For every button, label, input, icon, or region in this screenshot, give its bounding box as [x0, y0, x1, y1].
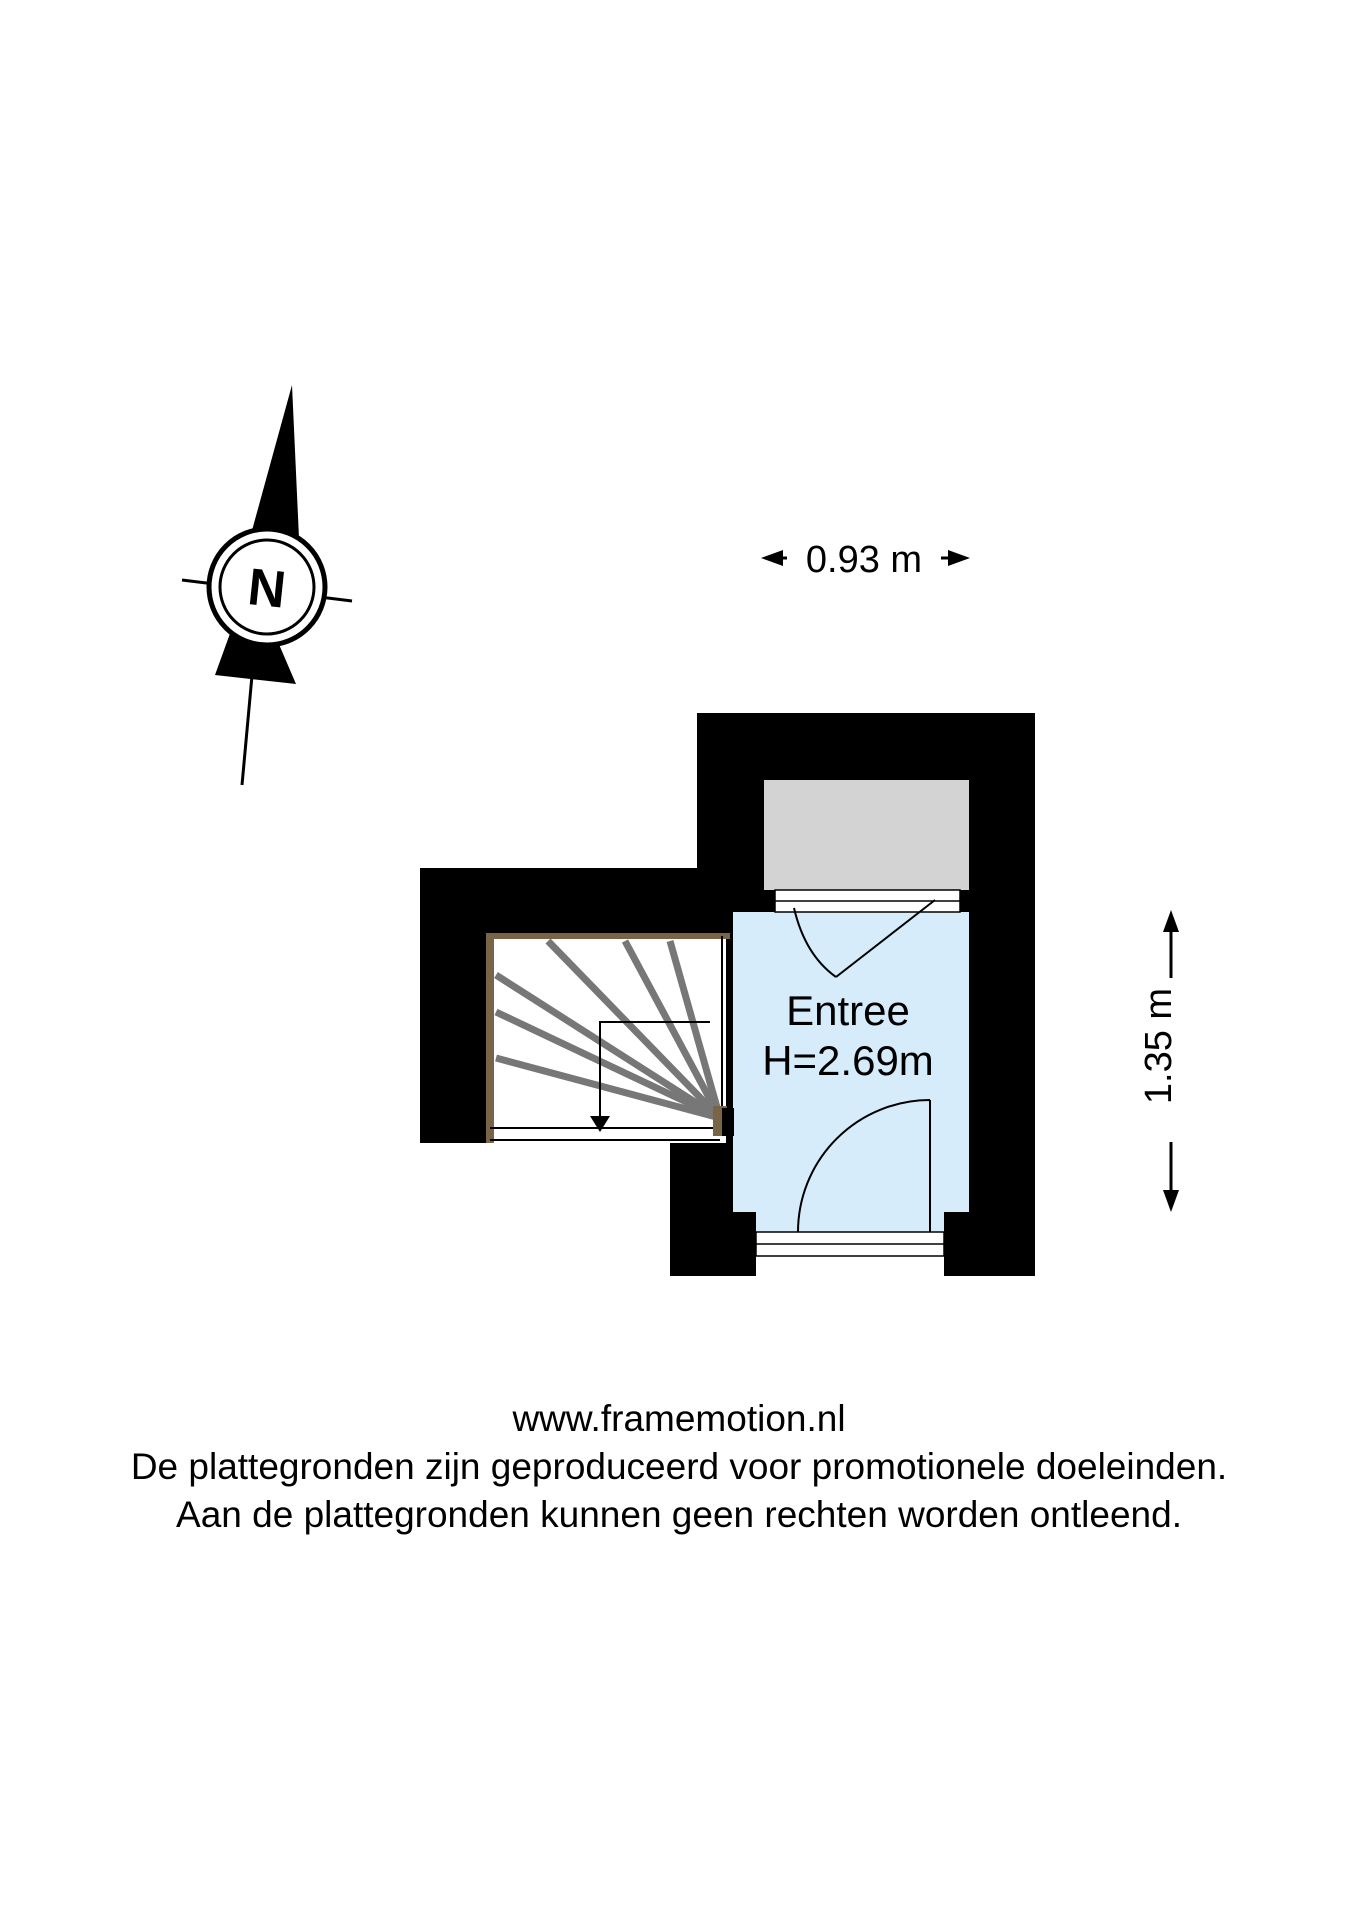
room-name: Entree — [786, 987, 910, 1034]
staircase — [487, 933, 734, 1143]
height-dimension-label: 1.35 m — [1138, 987, 1180, 1105]
footer — [0, 1395, 1358, 1539]
cabinet — [764, 780, 969, 890]
compass-letter: N — [245, 558, 289, 620]
footer-disclaimer-line1: De plattegronden zijn geproduceerd voor promotionele doeleinden. — [130, 1446, 1228, 1487]
footer-disclaimer-line2: Aan de plattegronden kunnen geen rechten worden ontleend. — [176, 1494, 1182, 1535]
width-dimension — [761, 539, 970, 581]
width-dimension-label: 0.93 m — [805, 539, 923, 581]
arrow-right-icon — [948, 550, 970, 566]
stair-newel-cap — [722, 1108, 734, 1136]
arrow-up-icon — [1163, 910, 1179, 932]
footer-url: www.framemotion.nl — [512, 1398, 846, 1439]
arrow-down-icon — [1163, 1190, 1179, 1212]
height-dimension — [1138, 910, 1180, 1212]
entree-room-lower — [756, 1198, 944, 1232]
arrow-left-icon — [761, 550, 783, 566]
room-height: H=2.69m — [762, 1037, 934, 1084]
compass — [182, 385, 352, 785]
